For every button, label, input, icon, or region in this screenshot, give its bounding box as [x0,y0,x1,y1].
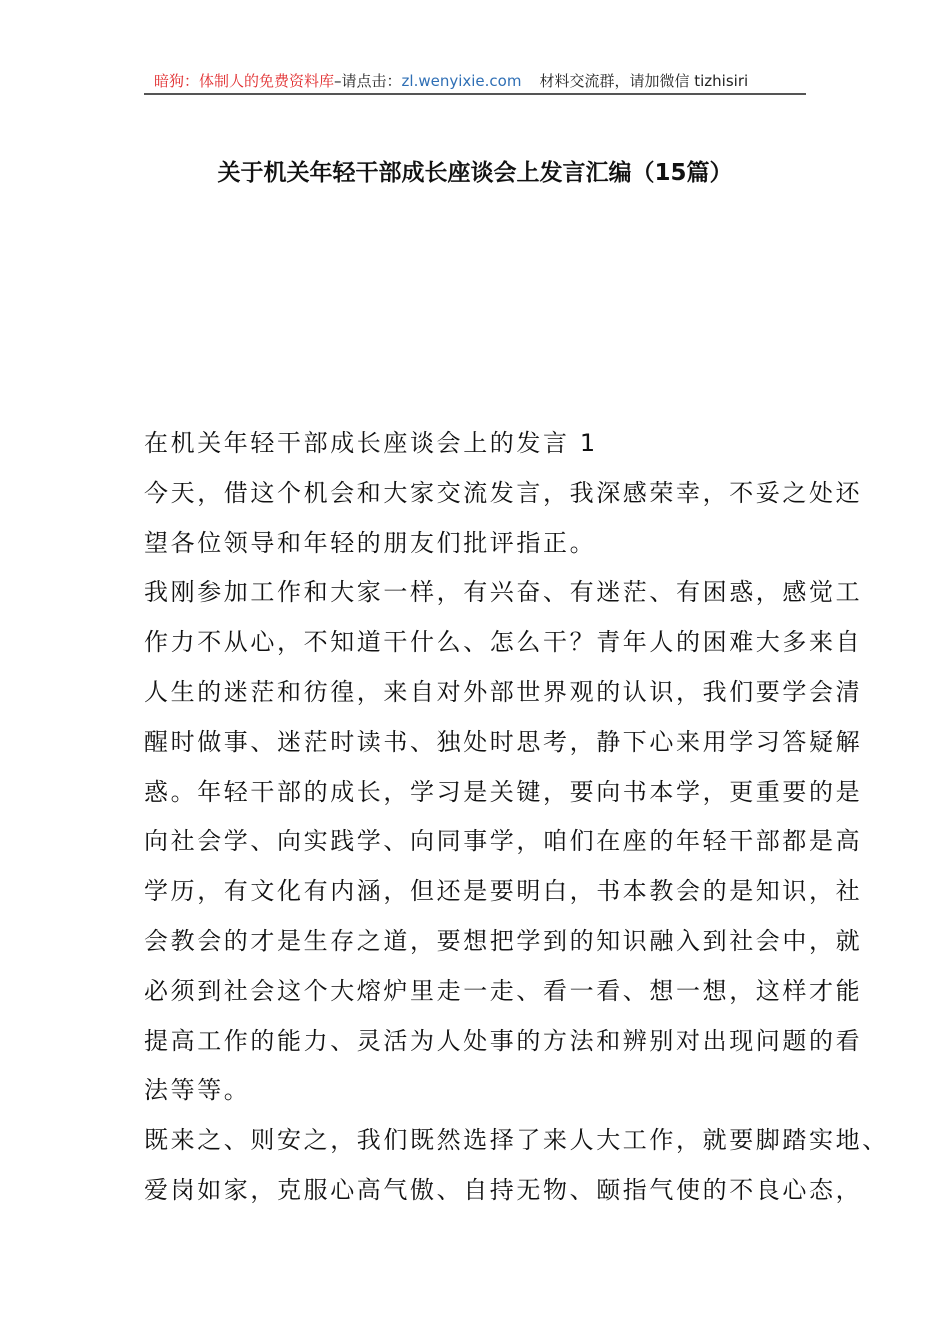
body-text-line: 提高工作的能力、灵活为人处事的方法和辨别对出现问题的看 [144,1026,863,1055]
body-text-line: 既来之、则安之，我们既然选择了来人大工作，就要脚踏实地、 [144,1126,889,1155]
header-divider [144,93,806,95]
body-text-line: 必须到社会这个大熔炉里走一走、看一看、想一想，这样才能 [144,976,863,1005]
promo-click-text: –请点击： [334,72,402,90]
body-text-line: 望各位领导和年轻的朋友们批评指正。 [144,528,597,557]
promo-text: 暗狗：体制人的免费资料库 [154,72,335,90]
promo-wechat-text: 材料交流群，请加微信 tizhisiri [539,72,749,90]
body-text-line: 法等等。 [144,1076,251,1105]
body-text-line: 爱岗如家，克服心高气傲、自持无物、颐指气使的不良心态， [144,1176,863,1204]
section-heading: 在机关年轻干部成长座谈会上的发言 1 [144,429,598,457]
body-text-line: 醒时做事、迷茫时读书、独处时思考，静下心来用学习答疑解 [144,727,863,756]
body-text-line: 作力不从心，不知道干什么、怎么干？青年人的困难大多来自 [144,628,863,657]
promo-header [144,70,806,92]
body-text-line: 学历，有文化有内涵，但还是要明白，书本教会的是知识，社 [144,877,863,906]
body-text-line: 会教会的才是生存之道，要想把学到的知识融入到社会中，就 [144,927,863,955]
body-text-line: 惑。年轻干部的成长，学习是关键，要向书本学，更重要的是 [144,777,863,806]
promo-link[interactable]: zl.wenyixie.com [401,72,522,90]
body-text-line: 今天，借这个机会和大家交流发言，我深感荣幸，不妥之处还 [144,478,863,507]
document-title: 关于机关年轻干部成长座谈会上发言汇编（15篇） [217,160,733,186]
body-text-line: 人生的迷茫和彷徨，来自对外部世界观的认识，我们要学会清 [144,678,863,706]
body-text-line: 向社会学、向实践学、向同事学，咱们在座的年轻干部都是高 [144,827,863,856]
body-text-line: 我刚参加工作和大家一样，有兴奋、有迷茫、有困惑，感觉工 [144,578,863,607]
